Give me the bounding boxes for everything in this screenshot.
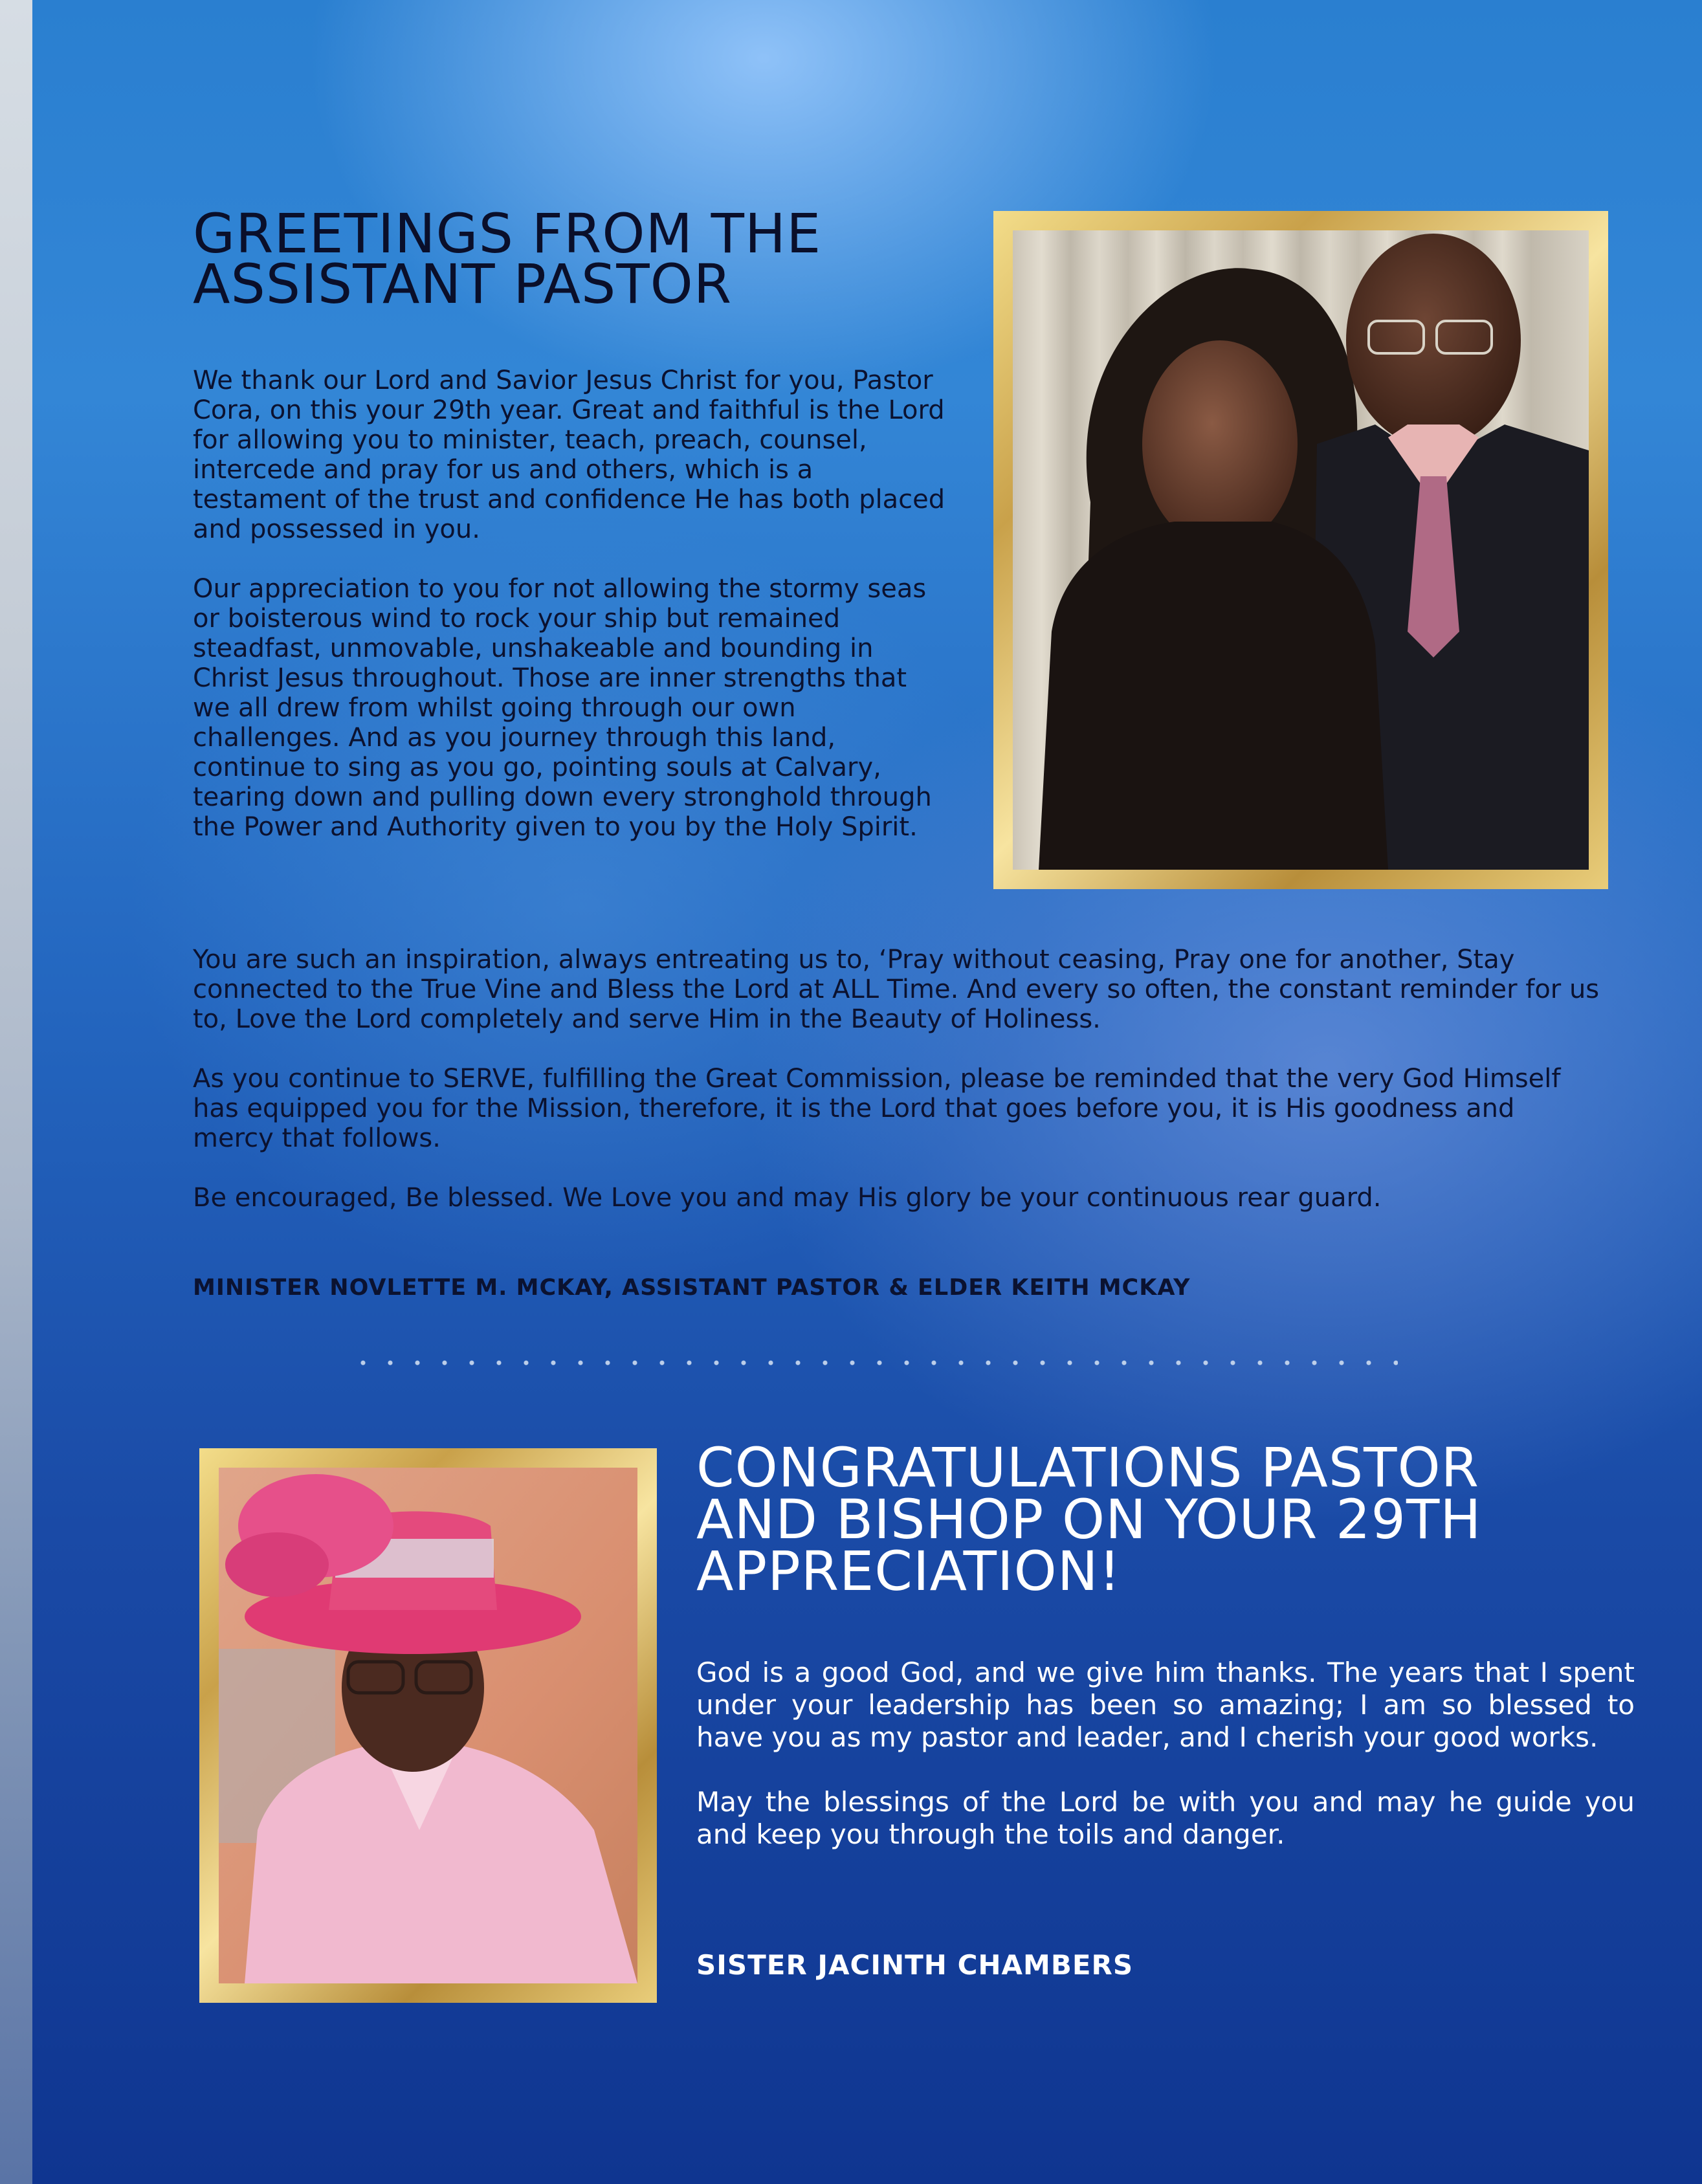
congrats-title [696,1436,1654,1603]
greeting-title-line2: ASSISTANT PASTOR [193,252,733,316]
congrats-title-line3: APPRECIATION! [696,1539,1122,1603]
greeting-title [193,202,969,316]
greeting-body [193,366,947,872]
left-edge-strip [0,0,32,2184]
greeting-paragraph: Our appreciation to you for not allowing the stormy seas or boisterous wind to rock your ship but remained steadfast, unmovable, unshakeable and bounding in Christ Jesus throughout. Those are inner strengths that we all drew from whilst going through our own challenges. And as you journey through this land, continue to sing as you go, pointing souls at Calvary, tearing down and pulling down every stronghold through the Power and Authority given to you by the Holy Spirit. [193,574,932,842]
congrats-title-line2: AND BISHOP ON YOUR 29TH [696,1488,1482,1551]
congrats-paragraph: May the blessings of the Lord be with you and may he guide you and keep you through the toils and danger. [696,1786,1635,1850]
sister-photo [219,1468,637,1983]
greeting-paragraph: We thank our Lord and Savior Jesus Christ for you, Pastor Cora, on this your 29th year. Great and faithful is the Lord for allowing you to minister, teach, preach, counsel, intercede and pray for us and others, which is a testament of the trust and confidence He has both placed and possessed in you. [193,366,945,544]
greeting-wide-paragraph: You are such an inspiration, always entreating us to, ‘Pray without ceasing, Pray one for another, Stay connected to the True Vine and Bless the Lord at ALL Time. And every so often, the constant reminder for us to, Love the Lord completely and serve Him in the Beauty of Holiness. [193,945,1600,1034]
greeting-body-wide [193,945,1600,1242]
congrats-signature: SISTER JACINTH CHAMBERS [696,1949,1134,1981]
greeting-wide-paragraph: As you continue to SERVE, fulfilling the Great Commission, please be reminded that the very God Himself has equipped you for the Mission, therefore, it is the Lord that goes before you, it is His goodness and mercy that follows. [193,1064,1561,1153]
congrats-paragraph: God is a good God, and we give him thanks. The years that I spent under your leadership has been so amazing; I am so blessed to have you as my pastor and leader, and I cherish your good works. [696,1657,1635,1753]
greeting-signature: MINISTER NOVLETTE M. MCKAY, ASSISTANT PASTOR & ELDER KEITH MCKAY [193,1275,1191,1301]
congrats-title-line1: CONGRATULATIONS PASTOR [696,1436,1479,1499]
greeting-wide-paragraph: Be encouraged, Be blessed. We Love you and may His glory be your continuous rear guard. [193,1183,1382,1213]
dotted-divider [349,1359,1398,1367]
couple-photo-frame [993,211,1608,889]
sister-photo-frame [199,1448,657,2003]
greeting-title-line1: GREETINGS FROM THE [193,202,822,265]
couple-photo [1013,230,1589,870]
congrats-body [696,1657,1635,1883]
